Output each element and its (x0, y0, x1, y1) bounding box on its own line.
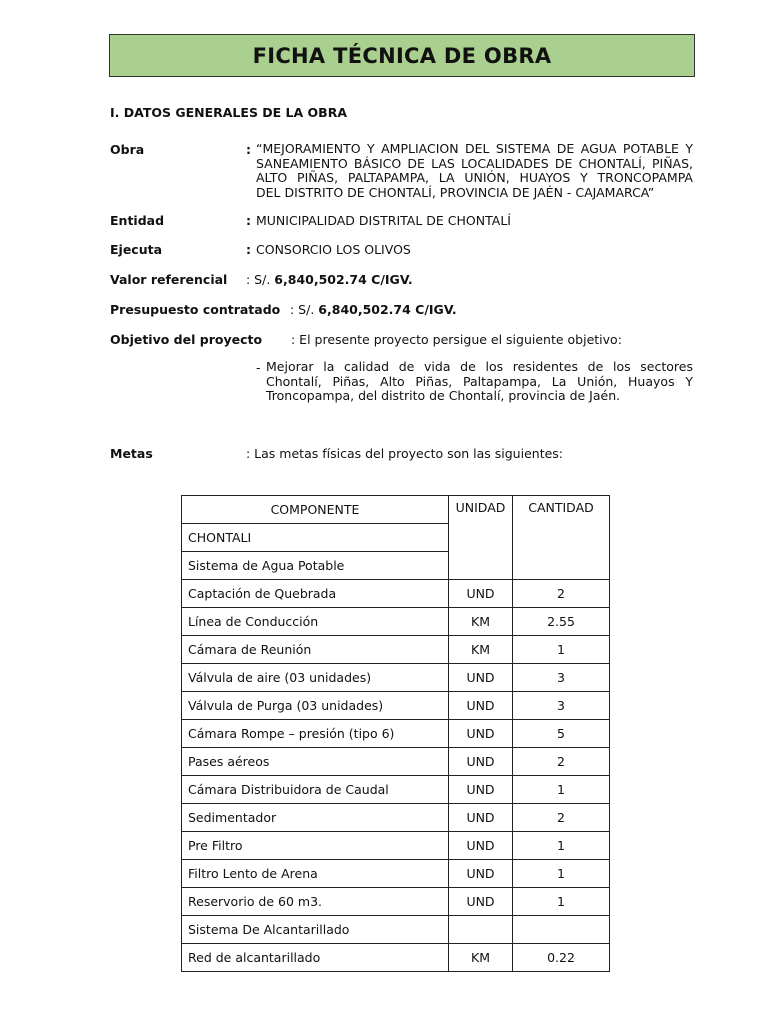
table-row (182, 944, 610, 972)
metas-table (181, 495, 610, 972)
cell-cantidad: 5 (513, 720, 610, 748)
table-row (182, 720, 610, 748)
cell-componente: Reservorio de 60 m3. (182, 888, 449, 916)
cell-unidad (449, 916, 513, 944)
objetivo-bullet-line: Mejorar la calidad de vida de los residentes de los sectores (266, 359, 693, 374)
cell-unidad: UND (449, 776, 513, 804)
objetivo-bullet-line: Troncopampa, del distrito de Chontalí, provincia de Jaén. (266, 388, 621, 403)
cell-unidad: UND (449, 720, 513, 748)
table-row (182, 804, 610, 832)
presupuesto-value (290, 302, 457, 317)
table-row (182, 748, 610, 776)
obra-value (256, 142, 693, 200)
valor-referencial-amount: 6,840,502.74 C/IGV. (274, 272, 413, 287)
obra-label: Obra (110, 142, 145, 157)
cell-cantidad: 2 (513, 580, 610, 608)
metas-label: Metas (110, 446, 153, 461)
cell-componente: Red de alcantarillado (182, 944, 449, 972)
valor-referencial-prefix: : S/. (246, 272, 271, 287)
table-row (182, 888, 610, 916)
cell-componente: Filtro Lento de Arena (182, 860, 449, 888)
cell-componente: Cámara Rompe – presión (tipo 6) (182, 720, 449, 748)
objetivo-label: Objetivo del proyecto (110, 332, 263, 347)
table-header-row (182, 496, 610, 524)
table-row (182, 916, 610, 944)
cell-unidad: UND (449, 664, 513, 692)
cell-cantidad: 2.55 (513, 608, 610, 636)
obra-line: “MEJORAMIENTO Y AMPLIACION DEL SISTEMA DE AGUA POTABLE Y (256, 141, 693, 156)
cell-unidad: KM (449, 608, 513, 636)
table-row (182, 636, 610, 664)
valor-referencial-value (246, 272, 413, 287)
obra-line: ALTO PIÑAS, PALTAPAMPA, LA UNIÓN, HUAYOS Y TRONCOPAMPA (256, 170, 693, 185)
table-row (182, 692, 610, 720)
page-title: FICHA TÉCNICA DE OBRA (109, 34, 695, 77)
cell-cantidad: 1 (513, 636, 610, 664)
cell-cantidad: 2 (513, 748, 610, 776)
cell-unidad: UND (449, 860, 513, 888)
cell-cantidad: 1 (513, 888, 610, 916)
cell-cantidad: 1 (513, 860, 610, 888)
obra-colon: : (246, 142, 251, 157)
cell-componente: Pases aéreos (182, 748, 449, 776)
ejecuta-colon: : (246, 242, 251, 257)
cell-cantidad (513, 916, 610, 944)
ejecuta-label: Ejecuta (110, 242, 163, 257)
cell-unidad: KM (449, 636, 513, 664)
obra-line: DEL DISTRITO DE CHONTALÍ, PROVINCIA DE JAÉN - CAJAMARCA” (256, 184, 655, 200)
ejecuta-value: CONSORCIO LOS OLIVOS (256, 242, 411, 257)
presupuesto-label: Presupuesto contratado (110, 302, 281, 317)
table-row (182, 776, 610, 804)
objetivo-bullet-dash: - (256, 360, 261, 375)
cell-unidad: UND (449, 692, 513, 720)
header-cantidad: CANTIDAD (513, 496, 610, 580)
cell-cantidad: 1 (513, 776, 610, 804)
cell-unidad: UND (449, 888, 513, 916)
objetivo-value: : El presente proyecto persigue el siguiente objetivo: (291, 332, 622, 347)
table-row (182, 580, 610, 608)
cell-unidad: UND (449, 832, 513, 860)
table-row (182, 664, 610, 692)
cell-componente: Válvula de Purga (03 unidades) (182, 692, 449, 720)
cell-componente: Línea de Conducción (182, 608, 449, 636)
cell-unidad: UND (449, 804, 513, 832)
cell-cantidad: 2 (513, 804, 610, 832)
header-componente: COMPONENTE (182, 496, 449, 524)
presupuesto-amount: 6,840,502.74 C/IGV. (318, 302, 457, 317)
obra-line: SANEAMIENTO BÁSICO DE LAS LOCALIDADES DE CHONTALÍ, PIÑAS, (256, 155, 693, 171)
table-row (182, 860, 610, 888)
presupuesto-prefix: : S/. (290, 302, 315, 317)
group-agua-potable: Sistema de Agua Potable (182, 552, 449, 580)
objetivo-bullet (266, 360, 693, 404)
entidad-value: MUNICIPALIDAD DISTRITAL DE CHONTALÍ (256, 213, 511, 228)
cell-componente: Captación de Quebrada (182, 580, 449, 608)
cell-componente: Pre Filtro (182, 832, 449, 860)
cell-cantidad: 3 (513, 664, 610, 692)
cell-componente: Sedimentador (182, 804, 449, 832)
cell-unidad: UND (449, 580, 513, 608)
metas-value: : Las metas físicas del proyecto son las siguientes: (246, 446, 564, 461)
cell-unidad: UND (449, 748, 513, 776)
objetivo-bullet-line: Chontalí, Piñas, Alto Piñas, Paltapampa, La Unión, Huayos Y (266, 373, 693, 389)
header-unidad: UNIDAD (449, 496, 513, 580)
cell-componente: Sistema De Alcantarillado (182, 916, 449, 944)
section-heading: I. DATOS GENERALES DE LA OBRA (110, 105, 348, 120)
cell-componente: Válvula de aire (03 unidades) (182, 664, 449, 692)
cell-componente: Cámara de Reunión (182, 636, 449, 664)
table-row (182, 608, 610, 636)
cell-componente: Cámara Distribuidora de Caudal (182, 776, 449, 804)
entidad-label: Entidad (110, 213, 165, 228)
group-chontali: CHONTALI (182, 524, 449, 552)
cell-cantidad: 1 (513, 832, 610, 860)
cell-cantidad: 3 (513, 692, 610, 720)
cell-unidad: KM (449, 944, 513, 972)
valor-referencial-label: Valor referencial (110, 272, 228, 287)
cell-cantidad: 0.22 (513, 944, 610, 972)
table-row (182, 832, 610, 860)
entidad-colon: : (246, 213, 251, 228)
